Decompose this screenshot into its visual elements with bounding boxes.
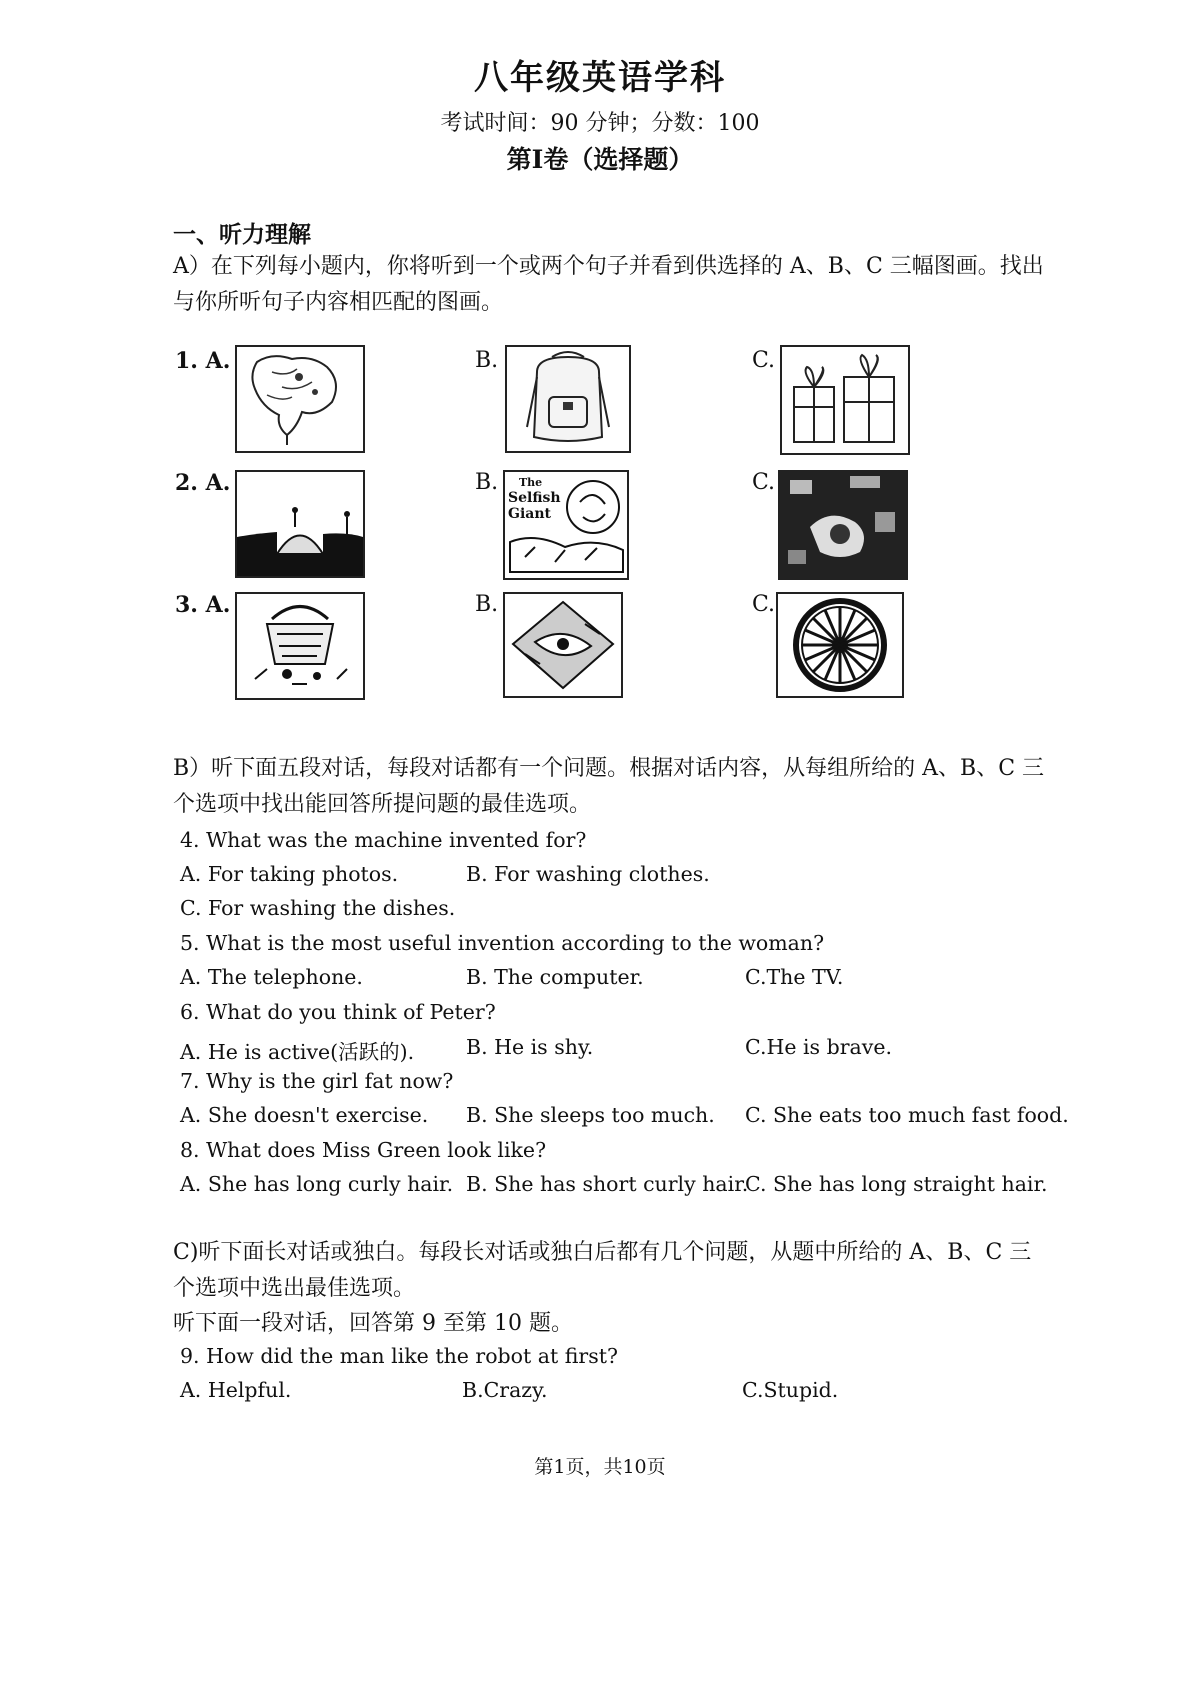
part-a-instruction-line2: 与你所听句子内容相匹配的图画。	[173, 290, 504, 315]
question-9-option-a[interactable]: A. Helpful.	[180, 1378, 292, 1402]
question-9-option-b[interactable]: B.Crazy.	[462, 1378, 548, 1402]
question-1-label: 1. A.	[175, 348, 231, 374]
question-6-text: 6. What do you think of Peter?	[180, 1000, 496, 1024]
question-2-option-b-label: B.	[475, 470, 499, 495]
page-title: 八年级英语学科	[474, 58, 726, 98]
page-number: 第1页，共10页	[534, 1456, 666, 1478]
question-3-option-a-image[interactable]	[235, 592, 365, 700]
part-c-instruction-line1: C)听下面长对话或独白。每段长对话或独白后都有几个问题，从题中所给的 A、B、C 三	[173, 1240, 1032, 1265]
question-6-option-a[interactable]: A. He is active(活跃的).	[180, 1040, 415, 1064]
question-8-text: 8. What does Miss Green look like?	[180, 1138, 547, 1162]
question-8-option-c[interactable]: C. She has long straight hair.	[745, 1172, 1048, 1196]
question-4-option-b[interactable]: B. For washing clothes.	[466, 862, 710, 886]
section-heading-listening: 一、听力理解	[173, 221, 311, 248]
question-1-option-a-image[interactable]	[235, 345, 365, 453]
part-c-instruction-line2: 个选项中选出最佳选项。	[173, 1276, 416, 1301]
paper-name: 第I卷（选择题）	[506, 145, 694, 174]
question-5-option-c[interactable]: C.The TV.	[745, 965, 844, 989]
book-cover-word-2: Selfish	[508, 490, 561, 506]
question-2-option-b-image[interactable]	[503, 470, 629, 580]
question-2-option-a-image[interactable]	[235, 470, 365, 578]
question-7-text: 7. Why is the girl fat now?	[180, 1069, 454, 1093]
question-3-option-b-image[interactable]	[503, 592, 623, 698]
question-4-option-c[interactable]: C. For washing the dishes.	[180, 896, 456, 920]
book-cover-icon	[505, 472, 627, 578]
question-3-option-b-label: B.	[475, 592, 499, 617]
question-1-option-c-label: C.	[752, 348, 776, 373]
cd-disc-icon	[505, 594, 621, 696]
part-c-sub-instruction: 听下面一段对话，回答第 9 至第 10 题。	[173, 1311, 573, 1336]
wheel-icon	[778, 594, 902, 696]
gift-boxes-icon	[782, 347, 908, 453]
part-a-instruction-line1: A）在下列每小题内，你将听到一个或两个句子并看到供选择的 A、B、C 三幅图画。找出	[173, 254, 1044, 279]
bridge-scene-icon	[237, 472, 363, 576]
basket-icon	[237, 594, 363, 698]
question-3-label: 3. A.	[175, 592, 231, 618]
question-3-option-c-label: C.	[752, 592, 776, 617]
question-8-option-a[interactable]: A. She has long curly hair.	[180, 1172, 454, 1196]
question-1-option-c-image[interactable]	[780, 345, 910, 455]
question-4-text: 4. What was the machine invented for?	[180, 828, 587, 852]
backpack-icon	[507, 347, 629, 451]
question-5-option-a[interactable]: A. The telephone.	[180, 965, 363, 989]
part-b-instruction-line2: 个选项中找出能回答所提问题的最佳选项。	[173, 792, 592, 817]
exam-info: 考试时间：90 分钟；分数：100	[440, 111, 760, 136]
part-b-instruction-line1: B）听下面五段对话，每段对话都有一个问题。根据对话内容，从每组所给的 A、B、C 三	[173, 756, 1045, 781]
question-9-text: 9. How did the man like the robot at first?	[180, 1344, 618, 1368]
dark-scene-icon	[780, 472, 906, 578]
question-3-option-c-image[interactable]	[776, 592, 904, 698]
question-7-option-c[interactable]: C. She eats too much fast food.	[745, 1103, 1069, 1127]
question-8-option-b[interactable]: B. She has short curly hair.	[466, 1172, 749, 1196]
map-icon	[237, 347, 363, 451]
question-6-option-c[interactable]: C.He is brave.	[745, 1035, 892, 1059]
question-5-option-b[interactable]: B. The computer.	[466, 965, 644, 989]
book-cover-word-3: Giant	[508, 506, 551, 522]
question-2-option-c-label: C.	[752, 470, 776, 495]
question-1-option-b-image[interactable]	[505, 345, 631, 453]
question-2-option-c-image[interactable]	[778, 470, 908, 580]
question-7-option-b[interactable]: B. She sleeps too much.	[466, 1103, 715, 1127]
question-2-label: 2. A.	[175, 470, 231, 496]
book-cover-word-1: The	[519, 476, 543, 489]
question-1-option-b-label: B.	[475, 348, 499, 373]
question-6-option-b[interactable]: B. He is shy.	[466, 1035, 594, 1059]
question-7-option-a[interactable]: A. She doesn't exercise.	[180, 1103, 429, 1127]
question-5-text: 5. What is the most useful invention according to the woman?	[180, 931, 825, 955]
question-4-option-a[interactable]: A. For taking photos.	[180, 862, 399, 886]
question-9-option-c[interactable]: C.Stupid.	[742, 1378, 839, 1402]
